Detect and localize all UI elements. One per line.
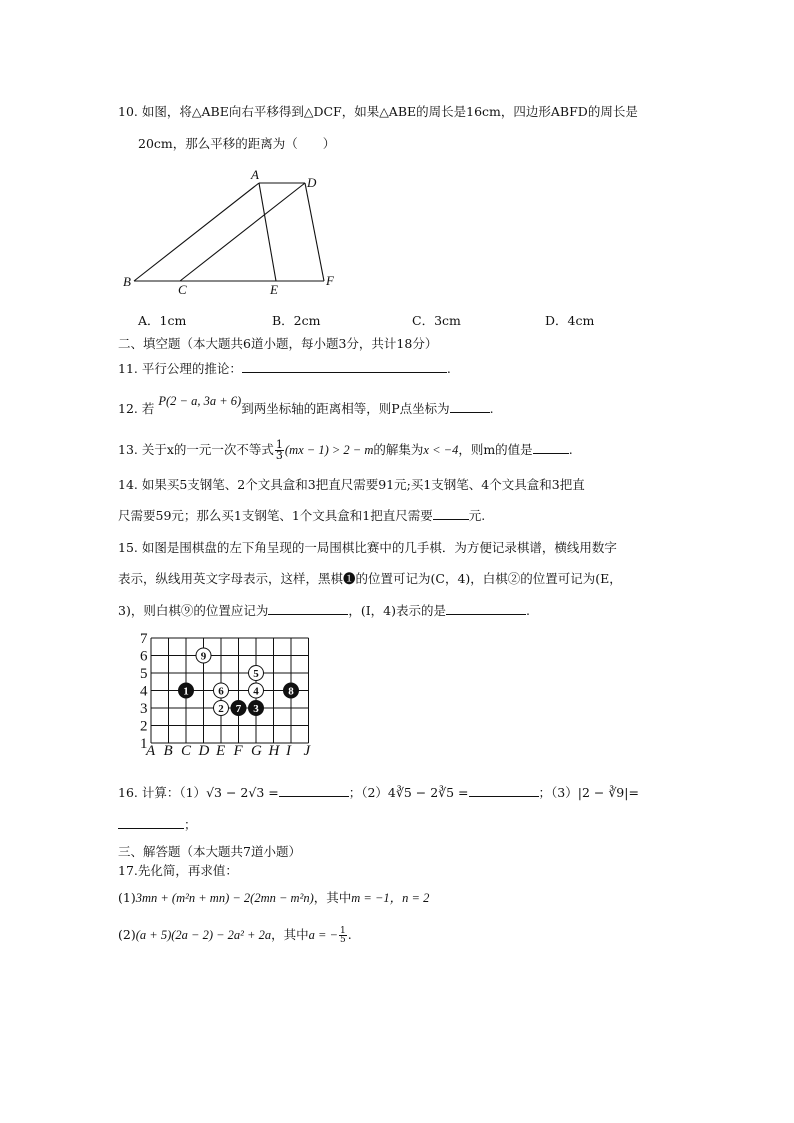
- q17-p2-num: (2): [118, 927, 136, 942]
- q11: [118, 360, 451, 378]
- q13-expr: (mx − 1) > 2 − m: [284, 443, 374, 457]
- q16-pre: 16. 计算：（1）: [118, 785, 207, 800]
- q13-pre: 13. 关于x的一元一次不等式: [118, 442, 274, 457]
- q11-blank[interactable]: [242, 360, 447, 373]
- q17-p2-cond: a = −: [308, 928, 338, 942]
- q16-expr2: 4∛5 − 2∛5 =: [387, 785, 469, 800]
- section3-heading: 三、解答题（本大题共7道小题）: [118, 844, 301, 859]
- q17-p1-cond: m = −1，n = 2: [351, 891, 430, 905]
- q16-blank1[interactable]: [279, 784, 349, 797]
- stone-number: 7: [235, 703, 242, 715]
- q14-end: 元.: [468, 508, 486, 523]
- q16-expr3: |2 − ∛9|=: [577, 785, 639, 800]
- q17-p1-mid: ，其中: [313, 890, 352, 905]
- board-row-label: 5: [140, 666, 148, 682]
- seg-DF: [305, 183, 324, 281]
- q10-line2: 20cm，那么平移的距离为（ ）: [138, 136, 336, 151]
- q17-p1-expr: 3mn + (m²n + mn) − 2(2mn − m²n): [135, 891, 314, 905]
- q13-frac-den: 3: [275, 449, 283, 462]
- q14-line1: 14. 如果买5支钢笔、2个文具盒和3把直尺需要91元;买1支钢笔、4个文具盒和3把直: [118, 477, 585, 492]
- q12-pre: 12. 若: [118, 401, 155, 416]
- q11-end: .: [446, 361, 451, 376]
- q12-post: 到两坐标轴的距离相等，则P点坐标为: [241, 401, 450, 416]
- label-F: F: [326, 273, 334, 288]
- q16-p2: ；（2）: [348, 785, 388, 800]
- q15-line3: [118, 602, 530, 620]
- board-col-label: A: [146, 743, 156, 759]
- stone-number: 4: [253, 685, 259, 698]
- q17-p2-expr: (a + 5)(2a − 2) − 2a² + 2a: [135, 928, 272, 942]
- q13-mid: 的解集为: [373, 442, 424, 457]
- q12-blank[interactable]: [450, 400, 490, 413]
- label-C: C: [178, 282, 187, 297]
- board-row-label: 1: [140, 736, 148, 752]
- seg-AB: [134, 183, 259, 281]
- q10-line1: [118, 103, 638, 121]
- q15-blank2[interactable]: [446, 602, 526, 615]
- q14-line2: [118, 507, 485, 525]
- q17-p2-frac-num: 1: [340, 926, 346, 936]
- q16-p3: ；（3）: [538, 785, 578, 800]
- board-row-label: 7: [140, 631, 148, 647]
- board-col-label: I: [286, 743, 291, 759]
- q17-p1-num: (1): [118, 890, 136, 905]
- stone-number: 8: [288, 685, 294, 698]
- q16-line2: [118, 816, 197, 834]
- board-row-label: 2: [140, 718, 148, 735]
- q10-figure: [118, 165, 348, 300]
- q10-option-a: A．1cm: [138, 313, 187, 328]
- q13-post: ，则m的值是: [458, 442, 533, 457]
- q13-fraction: [275, 440, 284, 461]
- label-D: D: [307, 175, 317, 190]
- board-col-label: J: [303, 743, 311, 759]
- q10-text1: 10.: [118, 104, 138, 119]
- q16-blank2[interactable]: [469, 784, 539, 797]
- board-row-label: 6: [140, 648, 148, 665]
- board-col-label: E: [216, 743, 226, 759]
- q13-frac-num: 1: [275, 438, 283, 451]
- board-col-label: D: [198, 743, 210, 759]
- q11-text: 11. 平行公理的推论：: [118, 361, 242, 376]
- label-E: E: [270, 282, 278, 297]
- board-col-label: B: [163, 743, 173, 759]
- label-A: A: [251, 167, 259, 182]
- stone-number: 5: [253, 668, 259, 680]
- stone-number: 2: [218, 703, 224, 715]
- board-row-label: 4: [140, 683, 148, 700]
- stone-number: 3: [253, 703, 259, 715]
- board-col-label: C: [181, 743, 192, 759]
- q17-title: 17.先化简，再求值：: [118, 863, 238, 878]
- q14-text2: 尺需要59元；那么买1支钢笔、1个文具盒和1把直尺需要: [118, 508, 433, 523]
- q16-end: ；: [184, 817, 197, 832]
- q16-expr1: √3 − 2√3 =: [206, 785, 279, 800]
- q15-text3a: 3)，则白棋⑨的位置应记为: [118, 603, 269, 618]
- q15-text3b: ，(I，4)表示的是: [348, 603, 446, 618]
- q10-option-d: D．4cm: [545, 313, 595, 328]
- go-board-figure: [138, 630, 328, 764]
- q14-blank[interactable]: [433, 507, 469, 520]
- q15-end: .: [526, 603, 530, 618]
- q17-p2-mid: ，其中: [271, 927, 309, 942]
- q13-blank[interactable]: [533, 441, 569, 454]
- q17-p2-frac-den: 5: [340, 935, 346, 945]
- seg-DC: [180, 183, 305, 281]
- stone-number: 9: [200, 650, 207, 663]
- q16-blank3[interactable]: [118, 816, 184, 829]
- board-col-label: G: [251, 743, 262, 759]
- q17-part2: [118, 926, 352, 944]
- board-row-label: 3: [140, 701, 148, 717]
- q13: [118, 440, 573, 461]
- q12-expr: P(2 − a, 3a + 6): [158, 394, 242, 408]
- q10-option-c: C．3cm: [412, 313, 461, 328]
- q17-p2-end: .: [347, 927, 352, 942]
- label-B: B: [123, 274, 131, 289]
- board-col-label: H: [268, 743, 280, 759]
- q13-solution: x < −4: [423, 443, 459, 457]
- q16: [118, 784, 639, 802]
- q12: [118, 394, 494, 418]
- q10-option-b: B．2cm: [272, 313, 321, 328]
- section2-heading: 二、填空题（本大题共6道小题，每小题3分，共计18分）: [118, 336, 438, 351]
- q12-end: .: [489, 401, 494, 416]
- q15-blank1[interactable]: [268, 602, 348, 615]
- stone-number: 6: [218, 685, 224, 698]
- stone-number: 1: [183, 685, 189, 698]
- board-col-label: F: [233, 743, 243, 759]
- q13-end: .: [568, 442, 573, 457]
- q15-line2: 表示，纵线用英文字母表示，这样，黑棋❶的位置可记为(C，4)，白棋②的位置可记为(E，: [118, 571, 622, 586]
- seg-AE: [259, 183, 276, 281]
- q17-part1: [118, 889, 429, 907]
- q15-line1: 15. 如图是围棋盘的左下角呈现的一局围棋比赛中的几手棋．为方便记录棋谱，横线用数字: [118, 540, 617, 555]
- q10-text1b: 如图，将△ABE向右平移得到△DCF，如果△ABE的周长是16cm，四边形ABFD的周长是: [141, 104, 638, 119]
- q17-p2-fraction: [339, 927, 347, 944]
